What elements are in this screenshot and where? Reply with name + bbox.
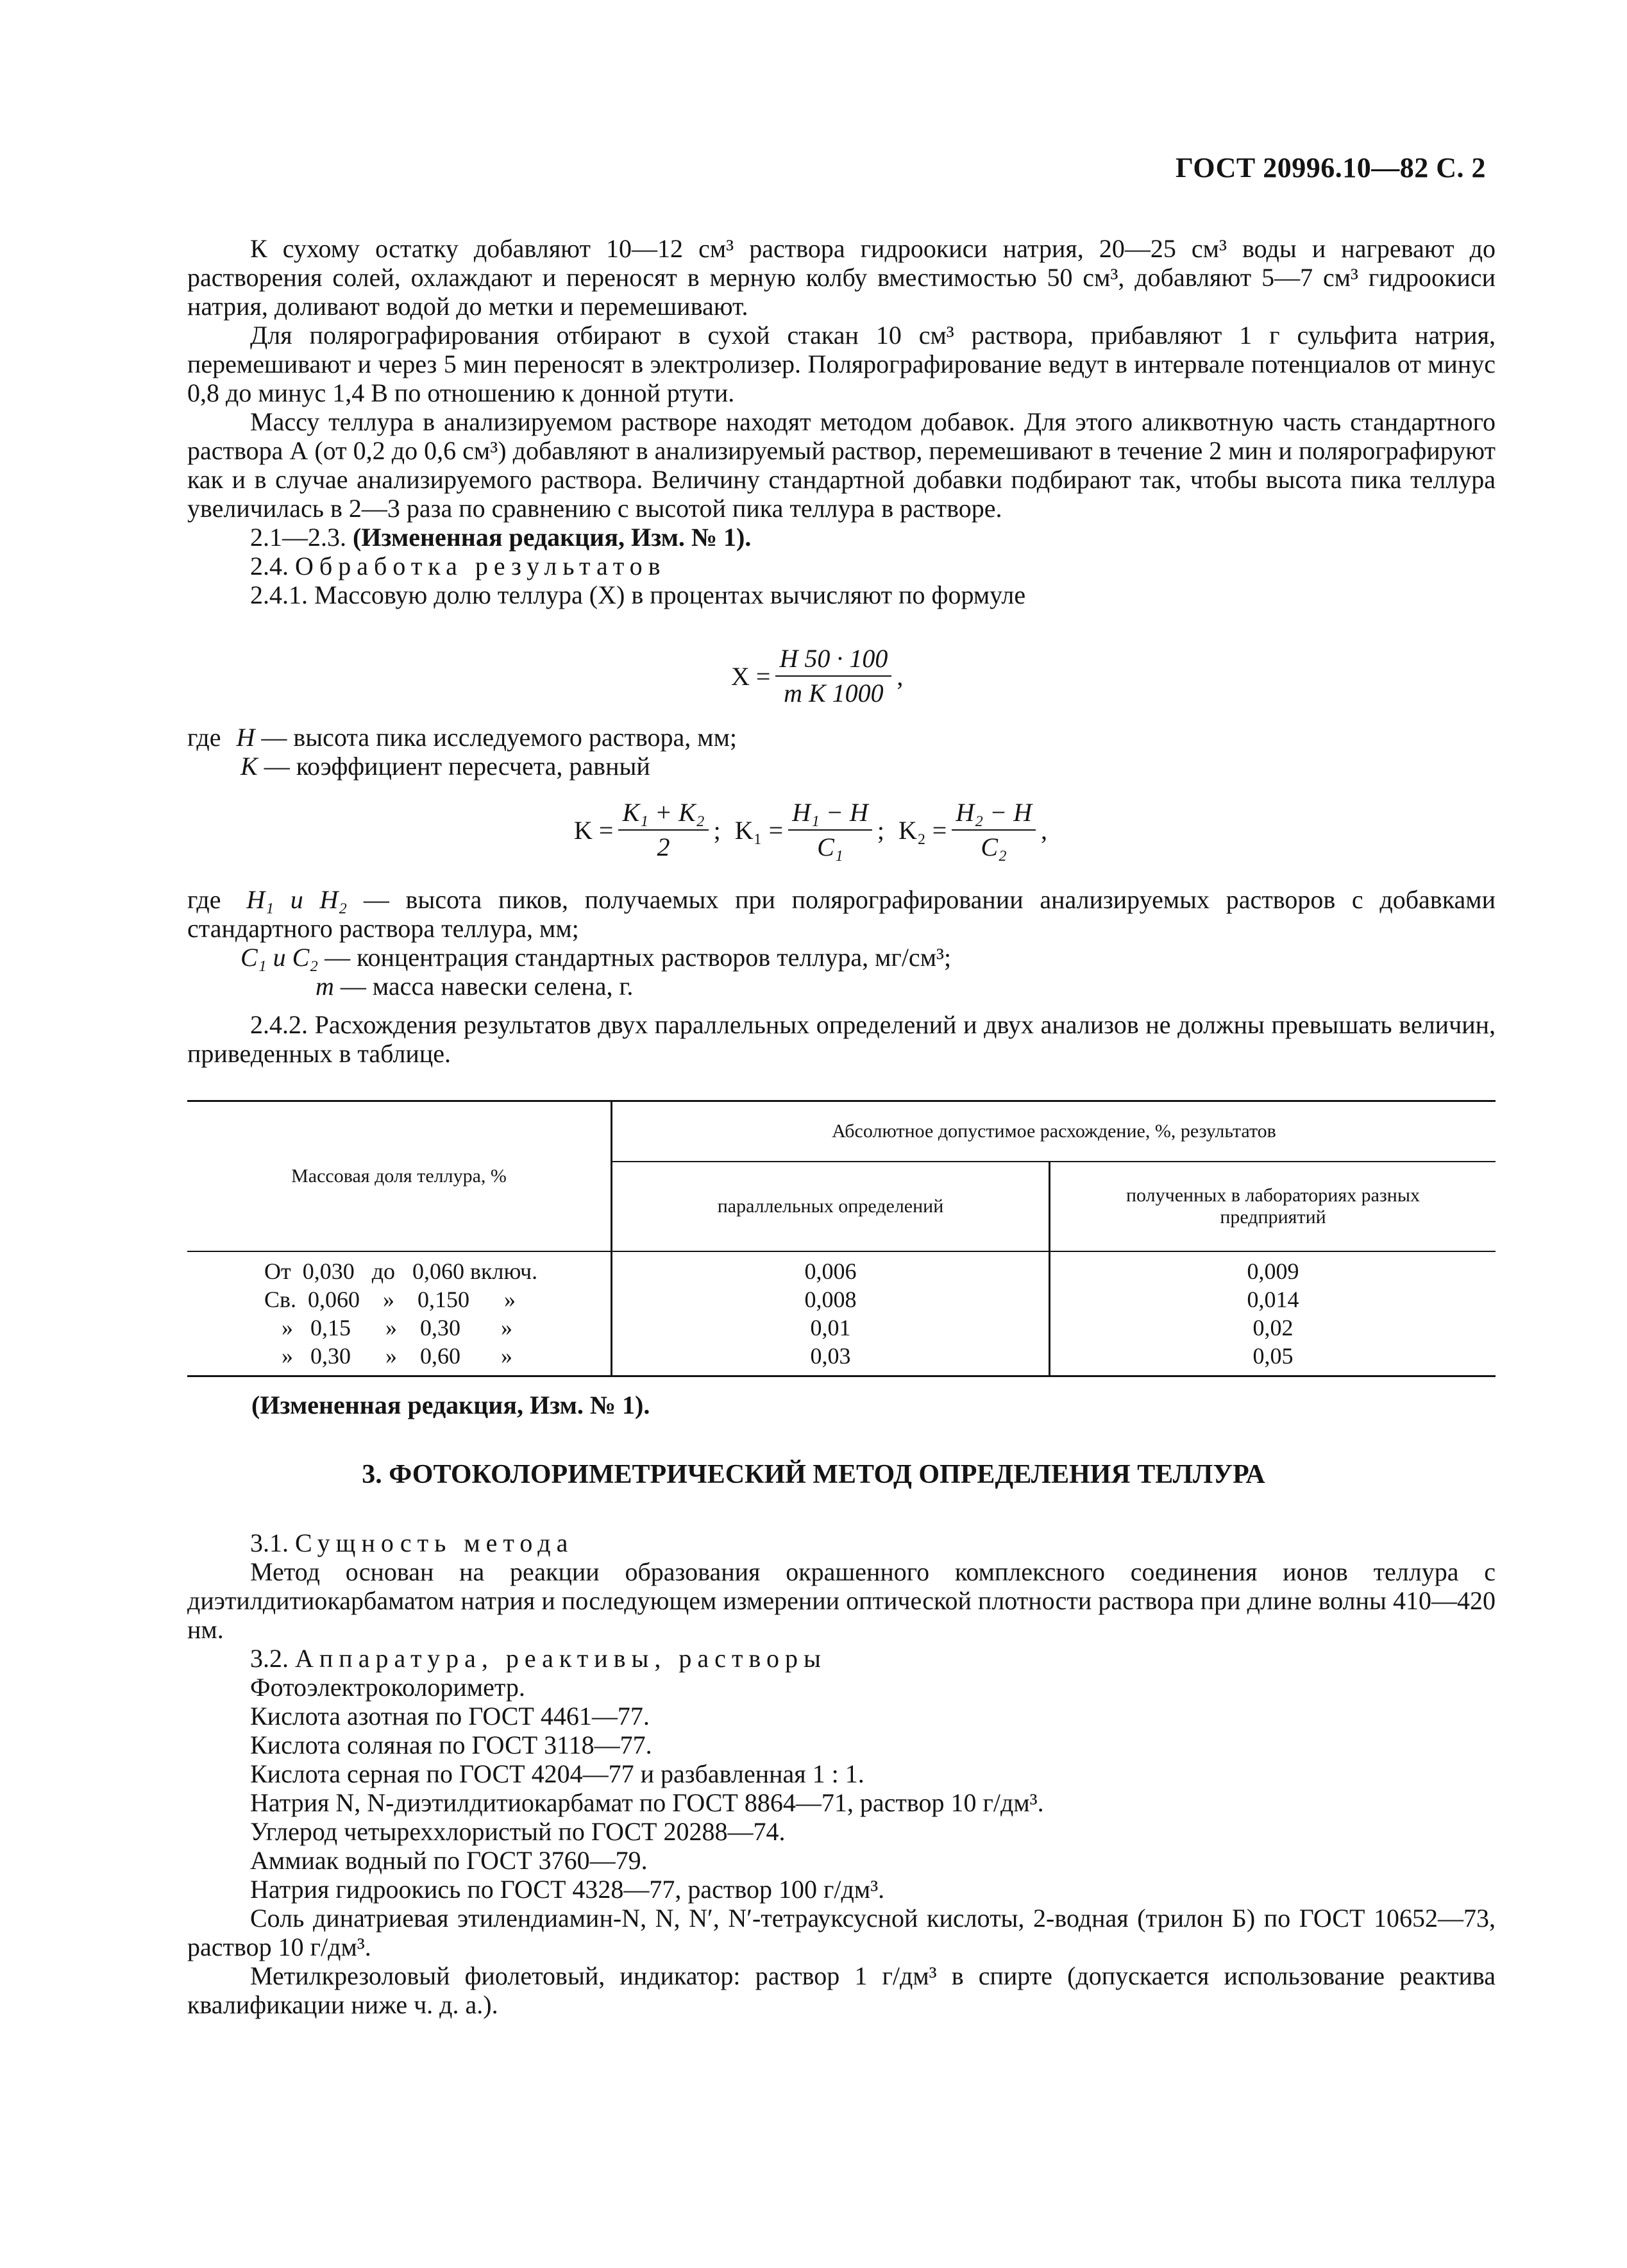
paragraph-additions: Массу теллура в анализируемом растворе находят методом добавок. Для этого аликвотную часть стандартного раствора А (от 0,2 до 0,6 см³) добавляют в анализируемый раствор, перемешивают в течение 2 мин и полярографируют как и в случае анализируемого раствора. Величину стандартной добавки подбирают так, чтобы высота пика теллура увеличилась в 2—3 раза по сравнению с высотой пика теллура в растворе. — [187, 407, 1496, 523]
formula-separator: ; — [713, 815, 721, 845]
formula-numerator: K₁ + K₂ — [618, 799, 708, 831]
reagent-item: Натрия гидроокись по ГОСТ 4328—77, раствор 100 г/дм³. — [250, 1875, 885, 1904]
def-text: — высота пика исследуемого раствора, мм; — [261, 723, 738, 752]
formula-denominator: C₂ — [981, 833, 1007, 861]
table-cell-labs: 0,009 — [1050, 1251, 1496, 1285]
section-2-text — [187, 234, 1496, 609]
clause-number: 3.2. — [250, 1644, 289, 1673]
reagent-item: Метилкрезоловый фиолетовый, индикатор: раствор 1 г/дм³ в спирте (допускается использование реактива квалификации ниже ч. д. а.). — [187, 1961, 1496, 2019]
reagent-item: Углерод четыреххлористый по ГОСТ 20288—74. — [250, 1817, 786, 1846]
table-header-row-1 — [187, 1101, 1496, 1162]
formula-separator: ; — [877, 815, 884, 845]
definition-k — [187, 752, 1496, 781]
clause-3-1-text: Метод основан на реакции образования окрашенного комплексного соединения ионов теллура с диэтилдитиокарбаматом натрия и последующем измерении оптической плотности раствора при длине волны 410—420 нм. — [187, 1557, 1496, 1644]
formula-tail: , — [1041, 815, 1047, 845]
reagent-item: Кислота соляная по ГОСТ 3118—77. — [250, 1731, 652, 1759]
clause-number: 2.1—2.3. — [250, 523, 346, 552]
paragraph-revision-2-1 — [187, 523, 1496, 552]
table-cell-range: От 0,030 до 0,060 включ. — [264, 1258, 538, 1284]
paragraph-2-4-1: 2.4.1. Массовую долю теллура (X) в процентах вычисляют по формуле — [250, 580, 1026, 609]
section-3-title: 3. ФОТОКОЛОРИМЕТРИЧЕСКИЙ МЕТОД ОПРЕДЕЛЕНИЯ ТЕЛЛУРА — [362, 1460, 1265, 1489]
formula-denominator: m K 1000 — [784, 679, 884, 707]
table-row — [187, 1251, 1496, 1285]
formula-k-lhs: K = — [574, 815, 614, 845]
reagent-item: Соль динатриевая этилендиамин-N, N, N′, N′-тетрауксусной кислоты, 2-водная (трилон Б) по ГОСТ 10652—73, раствор 10 г/дм³. — [187, 1904, 1496, 1961]
reagent-item: Кислота серная по ГОСТ 4204—77 и разбавленная 1 : 1. — [250, 1759, 864, 1788]
definition-c1-c2 — [187, 943, 1496, 972]
table-cell-range: Св. 0,060 » 0,150 » — [264, 1287, 516, 1312]
formula-k1-fraction — [788, 799, 872, 861]
formula-numerator: H₁ − H — [788, 799, 872, 831]
formula-k-fraction — [618, 799, 708, 861]
def-lead: где — [187, 885, 221, 914]
formula-k2-fraction — [952, 799, 1036, 861]
table-cell-range: » 0,15 » 0,30 » — [264, 1315, 512, 1341]
table-row — [187, 1342, 1496, 1376]
formula-fraction — [775, 645, 891, 707]
clause-number: 3.1. — [250, 1528, 289, 1557]
revision-note-2 — [251, 1391, 1470, 1419]
revision-note-2-block — [251, 1391, 1470, 1419]
clause-number: 2.4. — [250, 552, 289, 580]
section-3-text — [187, 1528, 1496, 2019]
page-header: ГОСТ 20996.10—82 С. 2 — [1175, 152, 1486, 183]
table-header-mass-fraction: Массовая доля теллура, % — [187, 1101, 612, 1252]
def-text: — концентрация стандартных растворов теллура, мг/см³; — [325, 943, 952, 972]
table-header-parallel: параллельных определений — [612, 1162, 1050, 1251]
table-cell-parallel: 0,03 — [612, 1342, 1050, 1376]
definition-h — [187, 723, 1496, 752]
def-text: — масса навески селена, г. — [340, 972, 634, 1001]
table-header-group: Абсолютное допустимое расхождение, %, результатов — [612, 1101, 1496, 1162]
definition-m — [187, 972, 1496, 1001]
formula-k2-lhs: K₂ = — [898, 815, 947, 845]
revision-note: (Измененная редакция, Изм. № 1). — [353, 523, 752, 552]
table-cell-parallel: 0,01 — [612, 1314, 1050, 1342]
paragraph-dissolution: К сухому остатку добавляют 10—12 см³ раствора гидроокиси натрия, 20—25 см³ воды и нагревают до растворения солей, охлаждают и переносят в мерную колбу вместимостью 50 см³, добавляют 5—7 см³ гидроокиси натрия, доливают водой до метки и перемешивают. — [187, 234, 1496, 321]
table-cell-parallel: 0,006 — [612, 1251, 1050, 1285]
definitions-1 — [187, 723, 1496, 781]
paragraph-polarography: Для полярографирования отбирают в сухой стакан 10 см³ раствора, прибавляют 1 г сульфита натрия, перемешивают и через 5 мин переносят в электролизер. Полярографирование ведут в интервале потенциалов от минус 0,8 до минус 1,4 В по отношению к донной ртути. — [187, 321, 1496, 407]
table-cell-labs: 0,02 — [1050, 1314, 1496, 1342]
paragraph-2-4-2-block — [187, 1010, 1496, 1068]
definition-h1-h2 — [187, 885, 1496, 943]
reagent-item: Натрия N, N-диэтилдитиокарбамат по ГОСТ 8864—71, раствор 10 г/дм³. — [250, 1788, 1044, 1817]
clause-title: Сущность метода — [295, 1528, 574, 1557]
table-header-labs: полученных в лабораториях разных предприятий — [1050, 1162, 1496, 1251]
def-text: — высота пиков, получаемых при полярографировании анализируемых растворов с добавками стандартного раствора теллура, мм; — [187, 885, 1496, 943]
formula-k1-lhs: K₁ = — [734, 815, 784, 845]
reagent-item: Аммиак водный по ГОСТ 3760—79. — [250, 1846, 648, 1875]
clause-3-2-heading — [187, 1644, 1496, 1673]
formula-numerator: H₂ − H — [952, 799, 1036, 831]
def-symbol: H — [236, 723, 255, 752]
definitions-2 — [187, 885, 1496, 1001]
def-symbol: C₁ и C₂ — [240, 943, 319, 972]
table-cell-labs: 0,014 — [1050, 1285, 1496, 1314]
paragraph-2-4-2: 2.4.2. Расхождения результатов двух параллельных определений и двух анализов не должны превышать величин, приведенных в таблице. — [187, 1010, 1496, 1068]
clause-title: Аппаратура, реактивы, растворы — [295, 1644, 827, 1673]
def-symbol: K — [240, 752, 258, 781]
table-cell-parallel: 0,008 — [612, 1285, 1050, 1314]
paragraph-2-4-heading — [187, 552, 1496, 580]
formula-k — [574, 799, 1047, 861]
def-symbol: m — [316, 972, 334, 1001]
table-cell-labs: 0,05 — [1050, 1342, 1496, 1376]
reagent-item: Кислота азотная по ГОСТ 4461—77. — [250, 1702, 650, 1731]
formula-x — [731, 645, 903, 707]
revision-note-text: (Измененная редакция, Изм. № 1). — [251, 1391, 650, 1419]
formula-lhs: X = — [731, 661, 771, 691]
clause-title: Обработка результатов — [295, 552, 666, 580]
reagent-item: Фотоэлектроколориметр. — [250, 1673, 525, 1702]
formula-tail: , — [897, 661, 904, 691]
def-lead: где — [187, 723, 221, 752]
formula-numerator: H 50 · 100 — [775, 645, 891, 677]
def-text: — коэффициент пересчета, равный — [264, 752, 650, 781]
formula-denominator: 2 — [657, 833, 670, 861]
table-cell-range: » 0,30 » 0,60 » — [187, 1342, 612, 1376]
table-row — [187, 1285, 1496, 1314]
tolerance-table — [187, 1100, 1496, 1377]
formula-denominator: C₁ — [817, 833, 843, 861]
def-symbol: H₁ и H₂ — [246, 885, 348, 914]
table-row — [187, 1314, 1496, 1342]
clause-3-1-heading — [187, 1528, 1496, 1557]
